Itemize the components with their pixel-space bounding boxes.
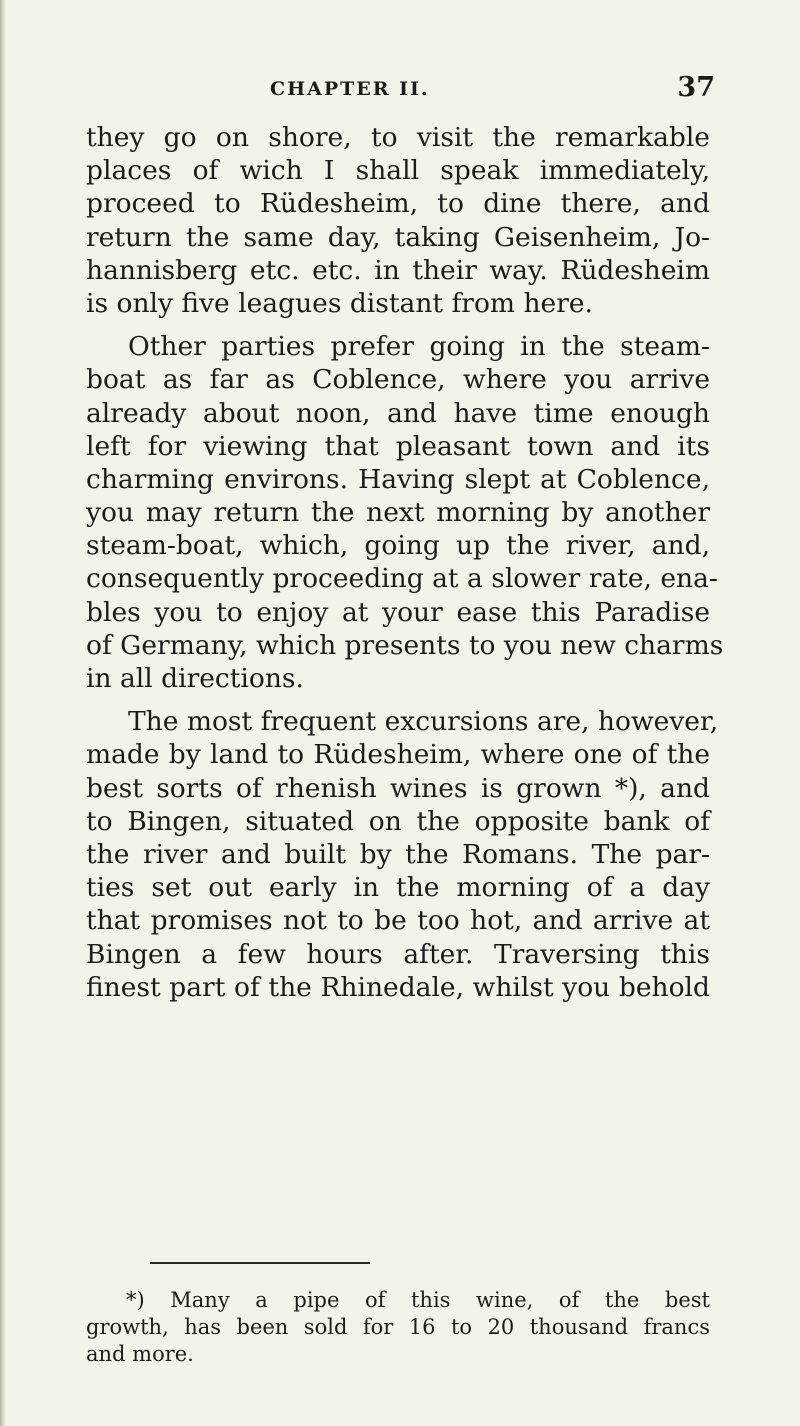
text-line: Bingen a few hours after. Traversing this — [86, 938, 710, 970]
text-line: you may return the next morning by another — [86, 497, 710, 529]
text-line: is only five leagues distant from here. — [86, 287, 593, 319]
paragraph-3 — [86, 705, 719, 1004]
text-line: in all directions. — [86, 663, 304, 694]
text-line: already about noon, and have time enough — [86, 397, 710, 429]
text-line: ties set out early in the morning of a day — [86, 872, 710, 904]
text-line: bles you to enjoy at your ease this Paradise — [86, 596, 710, 628]
running-header — [0, 72, 800, 108]
footnote-line: *) Many a pipe of this wine, of the best — [126, 1288, 710, 1312]
text-line: The most frequent excursions are, however, — [128, 706, 719, 738]
text-line: to Bingen, situated on the opposite bank of — [86, 805, 710, 837]
text-line: the river and built by the Romans. The par- — [86, 838, 710, 870]
text-line: left for viewing that pleasant town and its — [86, 430, 710, 462]
text-line: proceed to Rüdesheim, to dine there, and — [86, 188, 710, 220]
page-edge-shadow — [0, 0, 6, 1426]
text-line: boat as far as Coblence, where you arrive — [86, 364, 710, 396]
page-number: 37 — [677, 72, 715, 103]
paragraph-1 — [86, 121, 710, 320]
text-line: Other parties prefer going in the steam- — [128, 331, 710, 363]
text-line: consequently proceeding at a slower rate, ena- — [86, 563, 718, 595]
footnote-line: and more. — [86, 1342, 194, 1366]
paragraph-2 — [86, 330, 724, 695]
text-line: charming environs. Having slept at Coblence, — [86, 463, 710, 495]
text-line: made by land to Rüdesheim, where one of the — [86, 739, 710, 771]
text-line: they go on shore, to visit the remarkable — [86, 122, 710, 153]
text-line: best sorts of rhenish wines is grown *), and — [86, 772, 710, 804]
text-line: of Germany, which presents to you new charms — [86, 629, 724, 661]
text-line: hannisberg etc. etc. in their way. Rüdesheim — [86, 254, 710, 286]
chapter-heading: CHAPTER II. — [270, 78, 430, 100]
text-line: that promises not to be too hot, and arrive at — [86, 905, 710, 937]
text-line: places of wich I shall speak immediately, — [86, 155, 710, 187]
text-line: return the same day, taking Geisenheim, Jo- — [86, 221, 710, 253]
body-text — [86, 121, 724, 1004]
text-line: steam-boat, which, going up the river, and, — [86, 530, 710, 562]
footnote-rule — [150, 1262, 370, 1264]
footnote-line: growth, has been sold for 16 to 20 thousand francs — [86, 1315, 710, 1339]
footnote — [86, 1287, 710, 1368]
text-line: finest part of the Rhinedale, whilst you behold — [86, 971, 710, 1003]
